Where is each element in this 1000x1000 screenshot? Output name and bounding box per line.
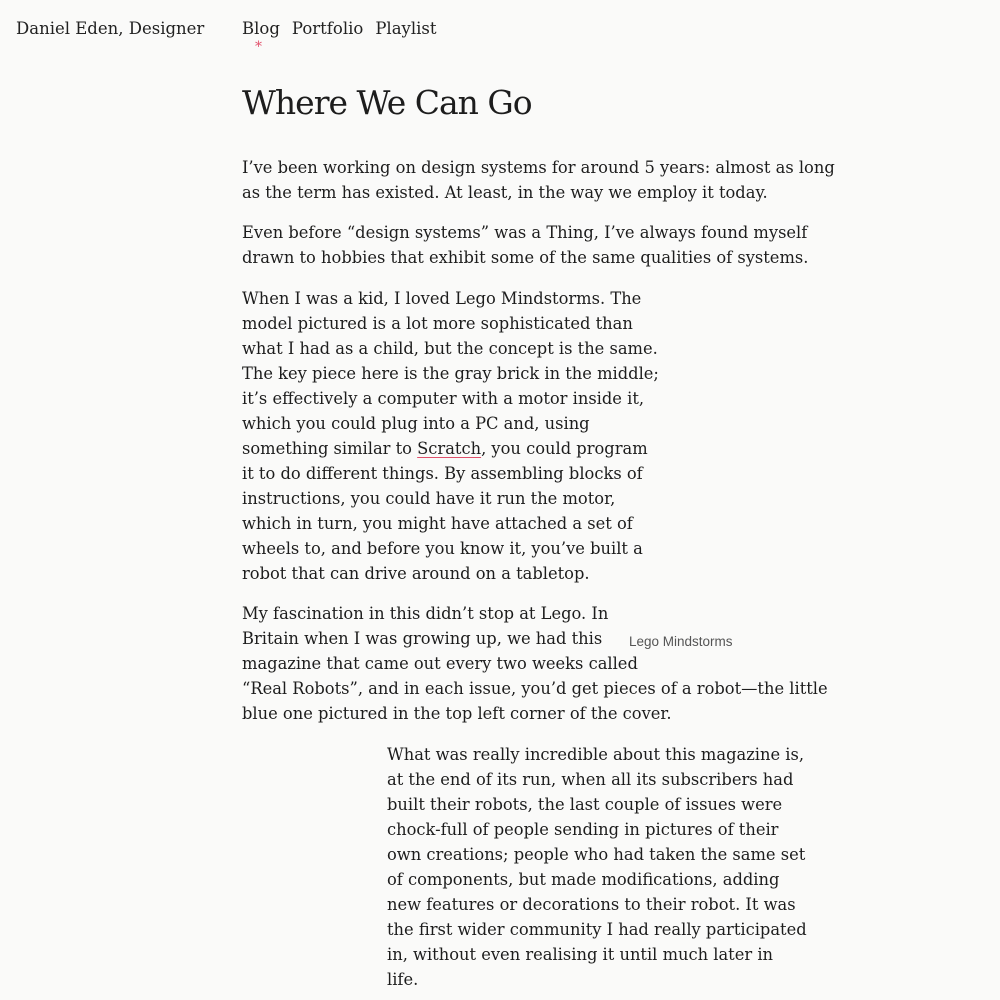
nav-portfolio[interactable]: Portfolio [291,19,364,38]
text-line: chock-full of people sending in pictures of their [387,820,779,839]
text-line: The key piece here is the gray brick in the middle; [242,364,659,383]
scratch-link[interactable]: Scratch [417,439,482,458]
text-line: model pictured is a lot more sophisticated than [242,314,633,333]
text-fragment: something similar to [242,439,418,458]
text-line: own creations; people who had taken the same set [387,845,806,864]
paragraph-hobbies [242,220,808,270]
paragraph-intro [242,155,835,205]
text-line: wheels to, and before you know it, you’ve built a [242,539,643,558]
text-line: When I was a kid, I loved Lego Mindstorms. The [242,289,642,308]
text-line: new features or decorations to their robot. It was [387,895,796,914]
text-line: the first wider community I had really participated [387,920,807,939]
text-line: which you could plug into a PC and, using [242,414,590,433]
main-nav [242,18,437,55]
text-line: of components, but made modifications, adding [387,870,780,889]
figure-caption: Lego Mindstorms [629,634,733,649]
text-line: built their robots, the last couple of issues were [387,795,783,814]
text-line: instructions, you could have it run the motor, [242,489,616,508]
paragraph-lego [242,286,659,586]
text-fragment: , you could program [481,439,648,458]
text-line: blue one pictured in the top left corner of the cover. [242,704,672,723]
active-page-marker: * [255,39,262,55]
text-line: magazine that came out every two weeks called [242,654,638,673]
text-line: My fascination in this didn’t stop at Lego. In [242,604,609,623]
text-line: life. [387,970,419,989]
text-line: in, without even realising it until much later in [387,945,774,964]
text-line: Britain when I was growing up, we had this [242,629,603,648]
site-name-link[interactable]: Daniel Eden, Designer [16,19,205,38]
text-line: as the term has existed. At least, in the way we employ it today. [242,183,768,202]
text-line: it’s effectively a computer with a motor inside it, [242,389,645,408]
nav-blog[interactable] [242,18,280,55]
text-line: What was really incredible about this magazine is, [387,745,805,764]
paragraph-community [387,742,807,992]
text-line: at the end of its run, when all its subscribers had [387,770,794,789]
article-title: Where We Can Go [242,83,532,122]
paragraph-real-robots [242,601,828,726]
text-line: drawn to hobbies that exhibit some of the same qualities of systems. [242,248,809,267]
text-line: what I had as a child, but the concept is the same. [242,339,658,358]
text-line: I’ve been working on design systems for around 5 years: almost as long [242,158,835,177]
nav-playlist[interactable]: Playlist [375,19,437,38]
text-line-with-link [242,436,659,461]
text-line: robot that can drive around on a tabletop. [242,564,590,583]
nav-blog-label: Blog [242,19,280,38]
text-line: which in turn, you might have attached a set of [242,514,633,533]
text-line: Even before “design systems” was a Thing, I’ve always found myself [242,223,808,242]
text-line: it to do different things. By assembling blocks of [242,464,643,483]
text-line: “Real Robots”, and in each issue, you’d get pieces of a robot—the little [242,679,828,698]
